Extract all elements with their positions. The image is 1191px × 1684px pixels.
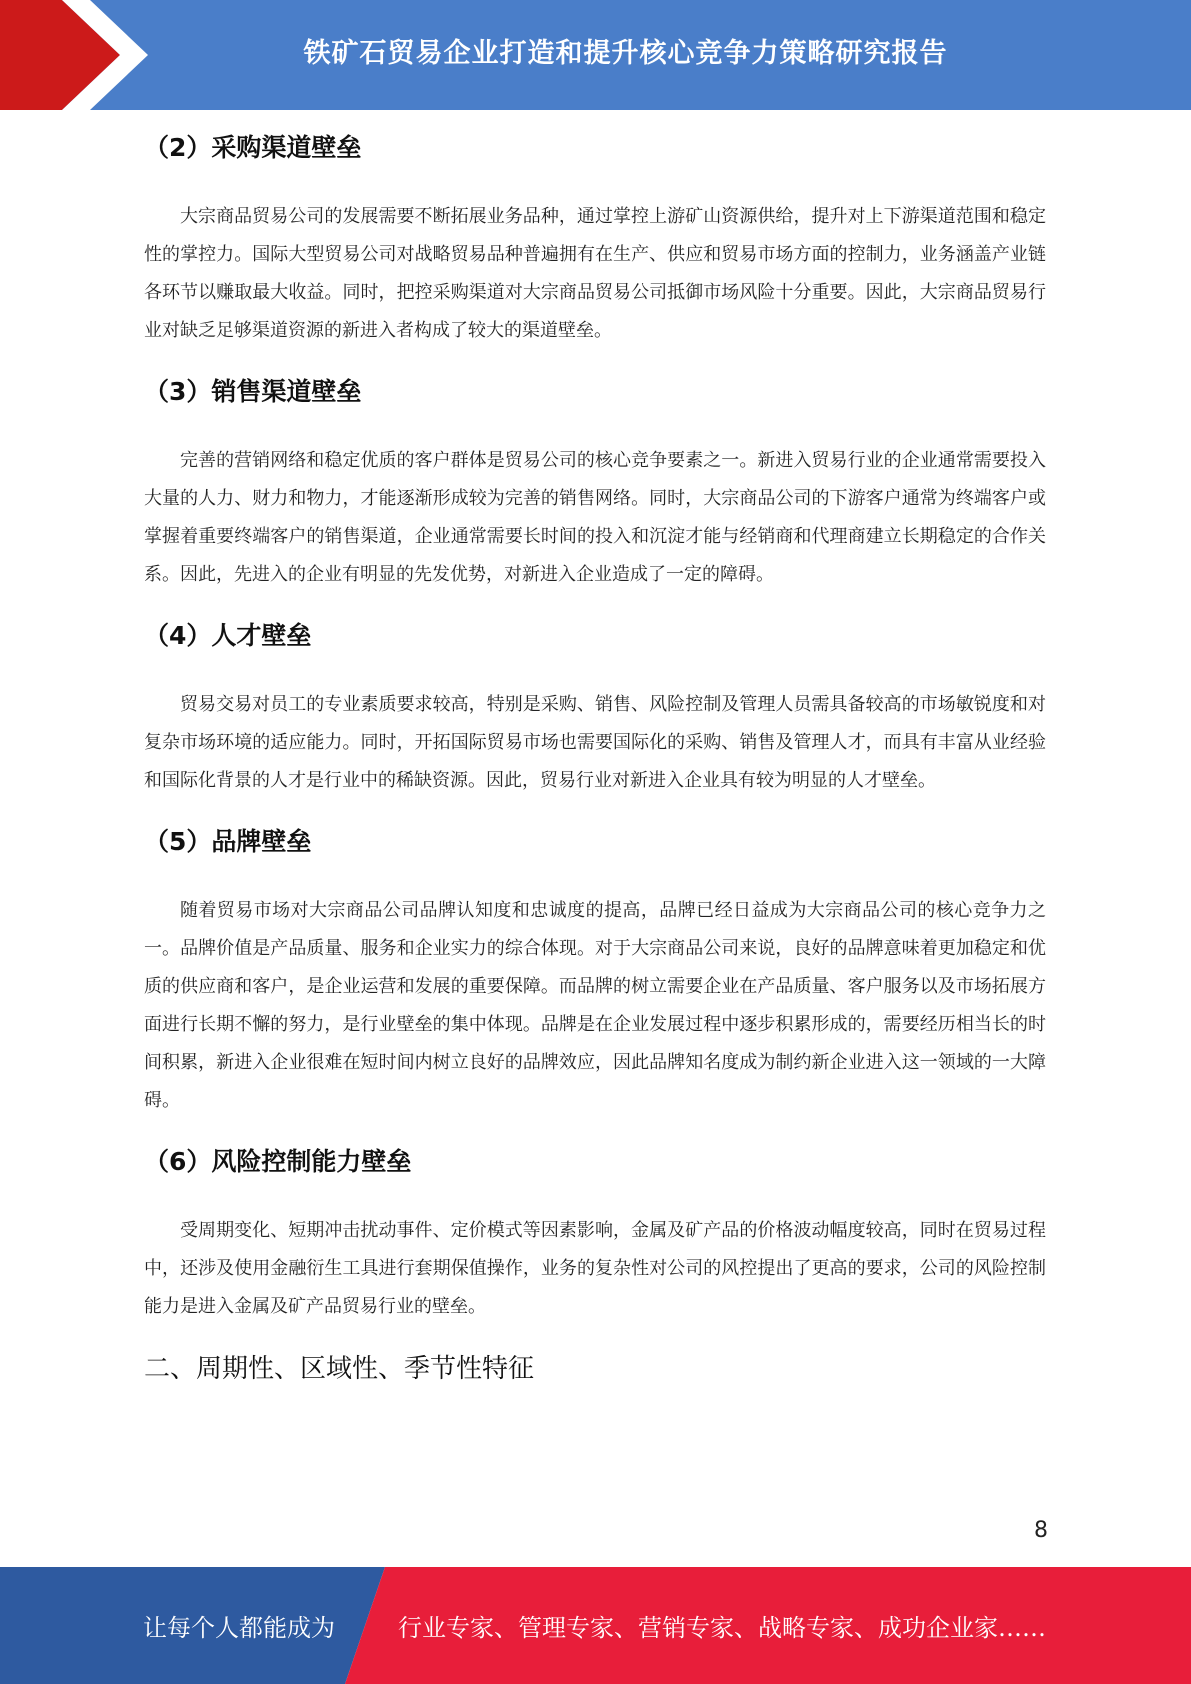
report-title: 铁矿石贸易企业打造和提升核心竞争力策略研究报告 xyxy=(303,37,948,69)
page-footer xyxy=(0,1567,1191,1684)
paragraph-purchase-barrier: 大宗商品贸易公司的发展需要不断拓展业务品种，通过掌控上游矿山资源供给，提升对上下游渠道范围和稳定性的掌控力。国际大型贸易公司对战略贸易品种普遍拥有在生产、供应和贸易市场方面的控制力，业务涵盖产业链各环节以赚取最大收益。同时，把控采购渠道对大宗商品贸易公司抵御市场风险十分重要。因此，大宗商品贸易行业对缺乏足够渠道资源的新进入者构成了较大的渠道壁垒。 xyxy=(144,206,1046,341)
subheading-talent-barrier: （4）人才壁垒 xyxy=(144,621,312,650)
footer-slogan-right: 行业专家、管理专家、营销专家、战略专家、成功企业家…… xyxy=(398,1614,1046,1642)
header-arrow-decoration xyxy=(0,0,160,110)
footer-slogan-left: 让每个人都能成为 xyxy=(143,1614,335,1642)
paragraph-brand-barrier: 随着贸易市场对大宗商品公司品牌认知度和忠诚度的提高，品牌已经日益成为大宗商品公司的核心竞争力之一。品牌价值是产品质量、服务和企业实力的综合体现。对于大宗商品公司来说，良好的品牌意味着更加稳定和优质的供应商和客户，是企业运营和发展的重要保障。而品牌的树立需要企业在产品质量、客户服务以及市场拓展方面进行长期不懈的努力，是行业壁垒的集中体现。品牌是在企业发展过程中逐步积累形成的，需要经历相当长的时间积累，新进入企业很难在短时间内树立良好的品牌效应，因此品牌知名度成为制约新企业进入这一领域的一大障碍。 xyxy=(144,900,1046,1111)
paragraph-risk-barrier: 受周期变化、短期冲击扰动事件、定价模式等因素影响，金属及矿产品的价格波动幅度较高，同时在贸易过程中，还涉及使用金融衍生工具进行套期保值操作，业务的复杂性对公司的风控提出了更高的要求，公司的风险控制能力是进入金属及矿产品贸易行业的壁垒。 xyxy=(144,1220,1046,1317)
paragraph-sales-barrier: 完善的营销网络和稳定优质的客户群体是贸易公司的核心竞争要素之一。新进入贸易行业的企业通常需要投入大量的人力、财力和物力，才能逐渐形成较为完善的销售网络。同时，大宗商品公司的下游客户通常为终端客户或掌握着重要终端客户的销售渠道，企业通常需要长时间的投入和沉淀才能与经销商和代理商建立长期稳定的合作关系。因此，先进入的企业有明显的先发优势，对新进入企业造成了一定的障碍。 xyxy=(144,450,1046,585)
page-header xyxy=(0,0,1191,110)
page-number: 8 xyxy=(1034,1518,1048,1543)
subheading-brand-barrier: （5）品牌壁垒 xyxy=(144,827,312,856)
subheading-sales-barrier: （3）销售渠道壁垒 xyxy=(144,377,362,406)
subheading-purchase-barrier: （2）采购渠道壁垒 xyxy=(144,133,362,162)
page-content xyxy=(144,128,1046,1390)
subheading-risk-barrier: （6）风险控制能力壁垒 xyxy=(144,1147,412,1176)
section-heading-cyclicality: 二、周期性、区域性、季节性特征 xyxy=(144,1354,535,1384)
paragraph-talent-barrier: 贸易交易对员工的专业素质要求较高，特别是采购、销售、风险控制及管理人员需具备较高的市场敏锐度和对复杂市场环境的适应能力。同时，开拓国际贸易市场也需要国际化的采购、销售及管理人才，而具有丰富从业经验和国际化背景的人才是行业中的稀缺资源。因此，贸易行业对新进入企业具有较为明显的人才壁垒。 xyxy=(144,694,1046,791)
